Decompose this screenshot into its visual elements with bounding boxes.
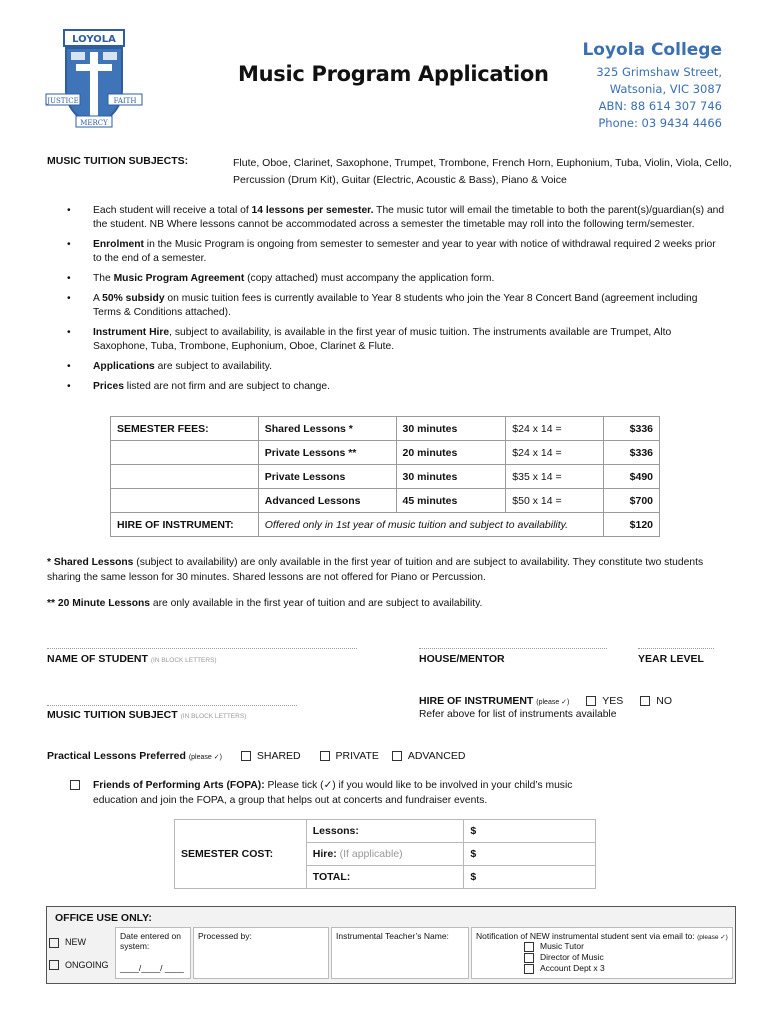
svg-text:MERCY: MERCY	[80, 119, 108, 127]
office-use-panel: OFFICE USE ONLY: NEW ONGOING Date entered on system: ____/____/ ____ Processed by: Instrumental Teacher’s Name: Notification of NEW instrumental student sent via email to: (please ✓) Music Tutor Director of Music Account Dept x 3	[46, 906, 736, 984]
new-checkbox[interactable]	[49, 938, 59, 948]
hire-instrument-note: Refer above for list of instruments available	[419, 709, 617, 720]
hire-no-checkbox[interactable]	[640, 696, 650, 706]
shared-checkbox[interactable]	[241, 751, 251, 761]
hire-amount[interactable]: $	[464, 843, 596, 866]
private-checkbox[interactable]	[320, 751, 330, 761]
college-name: Loyola College	[582, 40, 722, 60]
college-address-block	[582, 40, 722, 132]
address-line-1: 325 Grimshaw Street,	[596, 65, 722, 79]
fopa-text: Friends of Performing Arts (FOPA): Please tick (✓) if you would like to be involved in your child’s music education and join the FOPA, a group that helps out at concerts and fundraiser events.	[93, 780, 573, 806]
student-name-label: NAME OF STUDENT (IN BLOCK LETTERS)	[47, 653, 217, 665]
info-bullets	[47, 204, 727, 400]
semester-cost-label: SEMESTER COST:	[175, 820, 307, 889]
table-row: TOTAL: $	[175, 866, 596, 889]
subjects-label: MUSIC TUITION SUBJECTS:	[47, 155, 189, 167]
subjects-list: Flute, Oboe, Clarinet, Saxophone, Trumpet, Trombone, French Horn, Euphonium, Tuba, Violin, Viola, Cello, Percussion (Drum Kit), Guitar (Electric, Acoustic & Bass), Piano & Voice	[233, 157, 732, 186]
abn: ABN: 88 614 307 746	[598, 99, 722, 113]
hire-note: Offered only in 1st year of music tuition and subject to availability.	[258, 513, 603, 537]
house-mentor-line[interactable]	[419, 648, 607, 649]
fees-table	[110, 416, 660, 537]
teacher-name-cell[interactable]: Instrumental Teacher’s Name:	[331, 927, 469, 979]
semester-cost-table	[174, 819, 596, 889]
notification-cell: Notification of NEW instrumental student sent via email to: (please ✓) Music Tutor Director of Music Account Dept x 3	[471, 927, 733, 979]
college-crest-logo	[44, 28, 144, 132]
bullet-applications: • Applications are subject to availability.	[47, 360, 727, 374]
twenty-minute-note: ** 20 Minute Lessons are only available in the first year of tuition and are subject to availability.	[47, 598, 483, 609]
processed-by-cell[interactable]: Processed by:	[193, 927, 329, 979]
table-row: HIRE OF INSTRUMENT: Offered only in 1st year of music tuition and subject to availability. $120	[111, 513, 660, 537]
hire-yes-checkbox[interactable]	[586, 696, 596, 706]
phone: Phone: 03 9434 4466	[598, 116, 722, 130]
tuition-subject-label: MUSIC TUITION SUBJECT (IN BLOCK LETTERS)	[47, 709, 247, 721]
shared-lessons-note: * Shared Lessons (subject to availability) are only available in the first year of tuition and are subject to availability. They constitute two students sharing the same lesson for 30 minutes. Shared lessons are not offered for Piano or Percussion.	[47, 557, 704, 583]
table-row: Hire: (If applicable) $	[175, 843, 596, 866]
table-row: Private Lessons 30 minutes $35 x 14 = $490	[111, 465, 660, 489]
svg-text:LOYOLA: LOYOLA	[72, 34, 116, 45]
office-use-title: OFFICE USE ONLY:	[55, 912, 152, 924]
bullet-agreement: • The Music Program Agreement (copy attached) must accompany the application form.	[47, 272, 727, 286]
year-level-label: YEAR LEVEL	[638, 653, 704, 665]
hire-instrument-question: HIRE OF INSTRUMENT (please ✓) YES NO	[419, 695, 672, 707]
table-row: SEMESTER FEES: Shared Lessons * 30 minutes $24 x 14 = $336	[111, 417, 660, 441]
practical-lessons-row: Practical Lessons Preferred (please ✓) SHARED PRIVATE ADVANCED	[47, 750, 466, 762]
table-row: SEMESTER COST: Lessons: $	[175, 820, 596, 843]
bullet-enrolment: • Enrolment in the Music Program is ongoing from semester to semester and year to year with notice of withdrawal required 2 weeks prior to the end of a semester.	[47, 238, 727, 266]
semester-fees-label: SEMESTER FEES:	[111, 417, 259, 441]
bullet-lessons: • Each student will receive a total of 14 lessons per semester. The music tutor will email the timetable to both the parent(s)/guardian(s) and the student. NB Where lessons cannot be accommodated across a semester the timetable may roll into the following term/semester.	[47, 204, 727, 232]
table-row: Advanced Lessons 45 minutes $50 x 14 = $700	[111, 489, 660, 513]
ongoing-checkbox[interactable]	[49, 960, 59, 970]
bullet-subsidy: • A 50% subsidy on music tuition fees is currently available to Year 8 students who join the Year 8 Concert Band (agreement including Terms & Conditions attached).	[47, 292, 727, 320]
bullet-hire: • Instrument Hire, subject to availability, is available in the first year of music tuition. The instruments available are Trumpet, Alto Saxophone, Tuba, Trombone, Euphonium, Oboe, Clarinet & Flute.	[47, 326, 727, 354]
house-mentor-label: HOUSE/MENTOR	[419, 653, 505, 665]
svg-text:FAITH: FAITH	[113, 97, 137, 105]
fopa-checkbox[interactable]	[70, 780, 80, 790]
table-row: Private Lessons ** 20 minutes $24 x 14 = $336	[111, 441, 660, 465]
bullet-prices: • Prices listed are not firm and are subject to change.	[47, 380, 727, 394]
date-entered-cell[interactable]: Date entered on system: ____/____/ ____	[115, 927, 191, 979]
lessons-amount[interactable]: $	[464, 820, 596, 843]
hire-of-instrument-label: HIRE OF INSTRUMENT:	[111, 513, 259, 537]
svg-text:JUSTICE: JUSTICE	[47, 97, 79, 105]
account-dept-checkbox[interactable]	[524, 964, 534, 974]
student-name-line[interactable]	[47, 648, 357, 649]
music-tutor-checkbox[interactable]	[524, 942, 534, 952]
advanced-checkbox[interactable]	[392, 751, 402, 761]
year-level-line[interactable]	[638, 648, 714, 649]
director-checkbox[interactable]	[524, 953, 534, 963]
page-title: Music Program Application	[238, 62, 549, 86]
address-line-2: Watsonia, VIC 3087	[609, 82, 722, 96]
total-amount[interactable]: $	[464, 866, 596, 889]
tuition-subject-line[interactable]	[47, 705, 297, 706]
